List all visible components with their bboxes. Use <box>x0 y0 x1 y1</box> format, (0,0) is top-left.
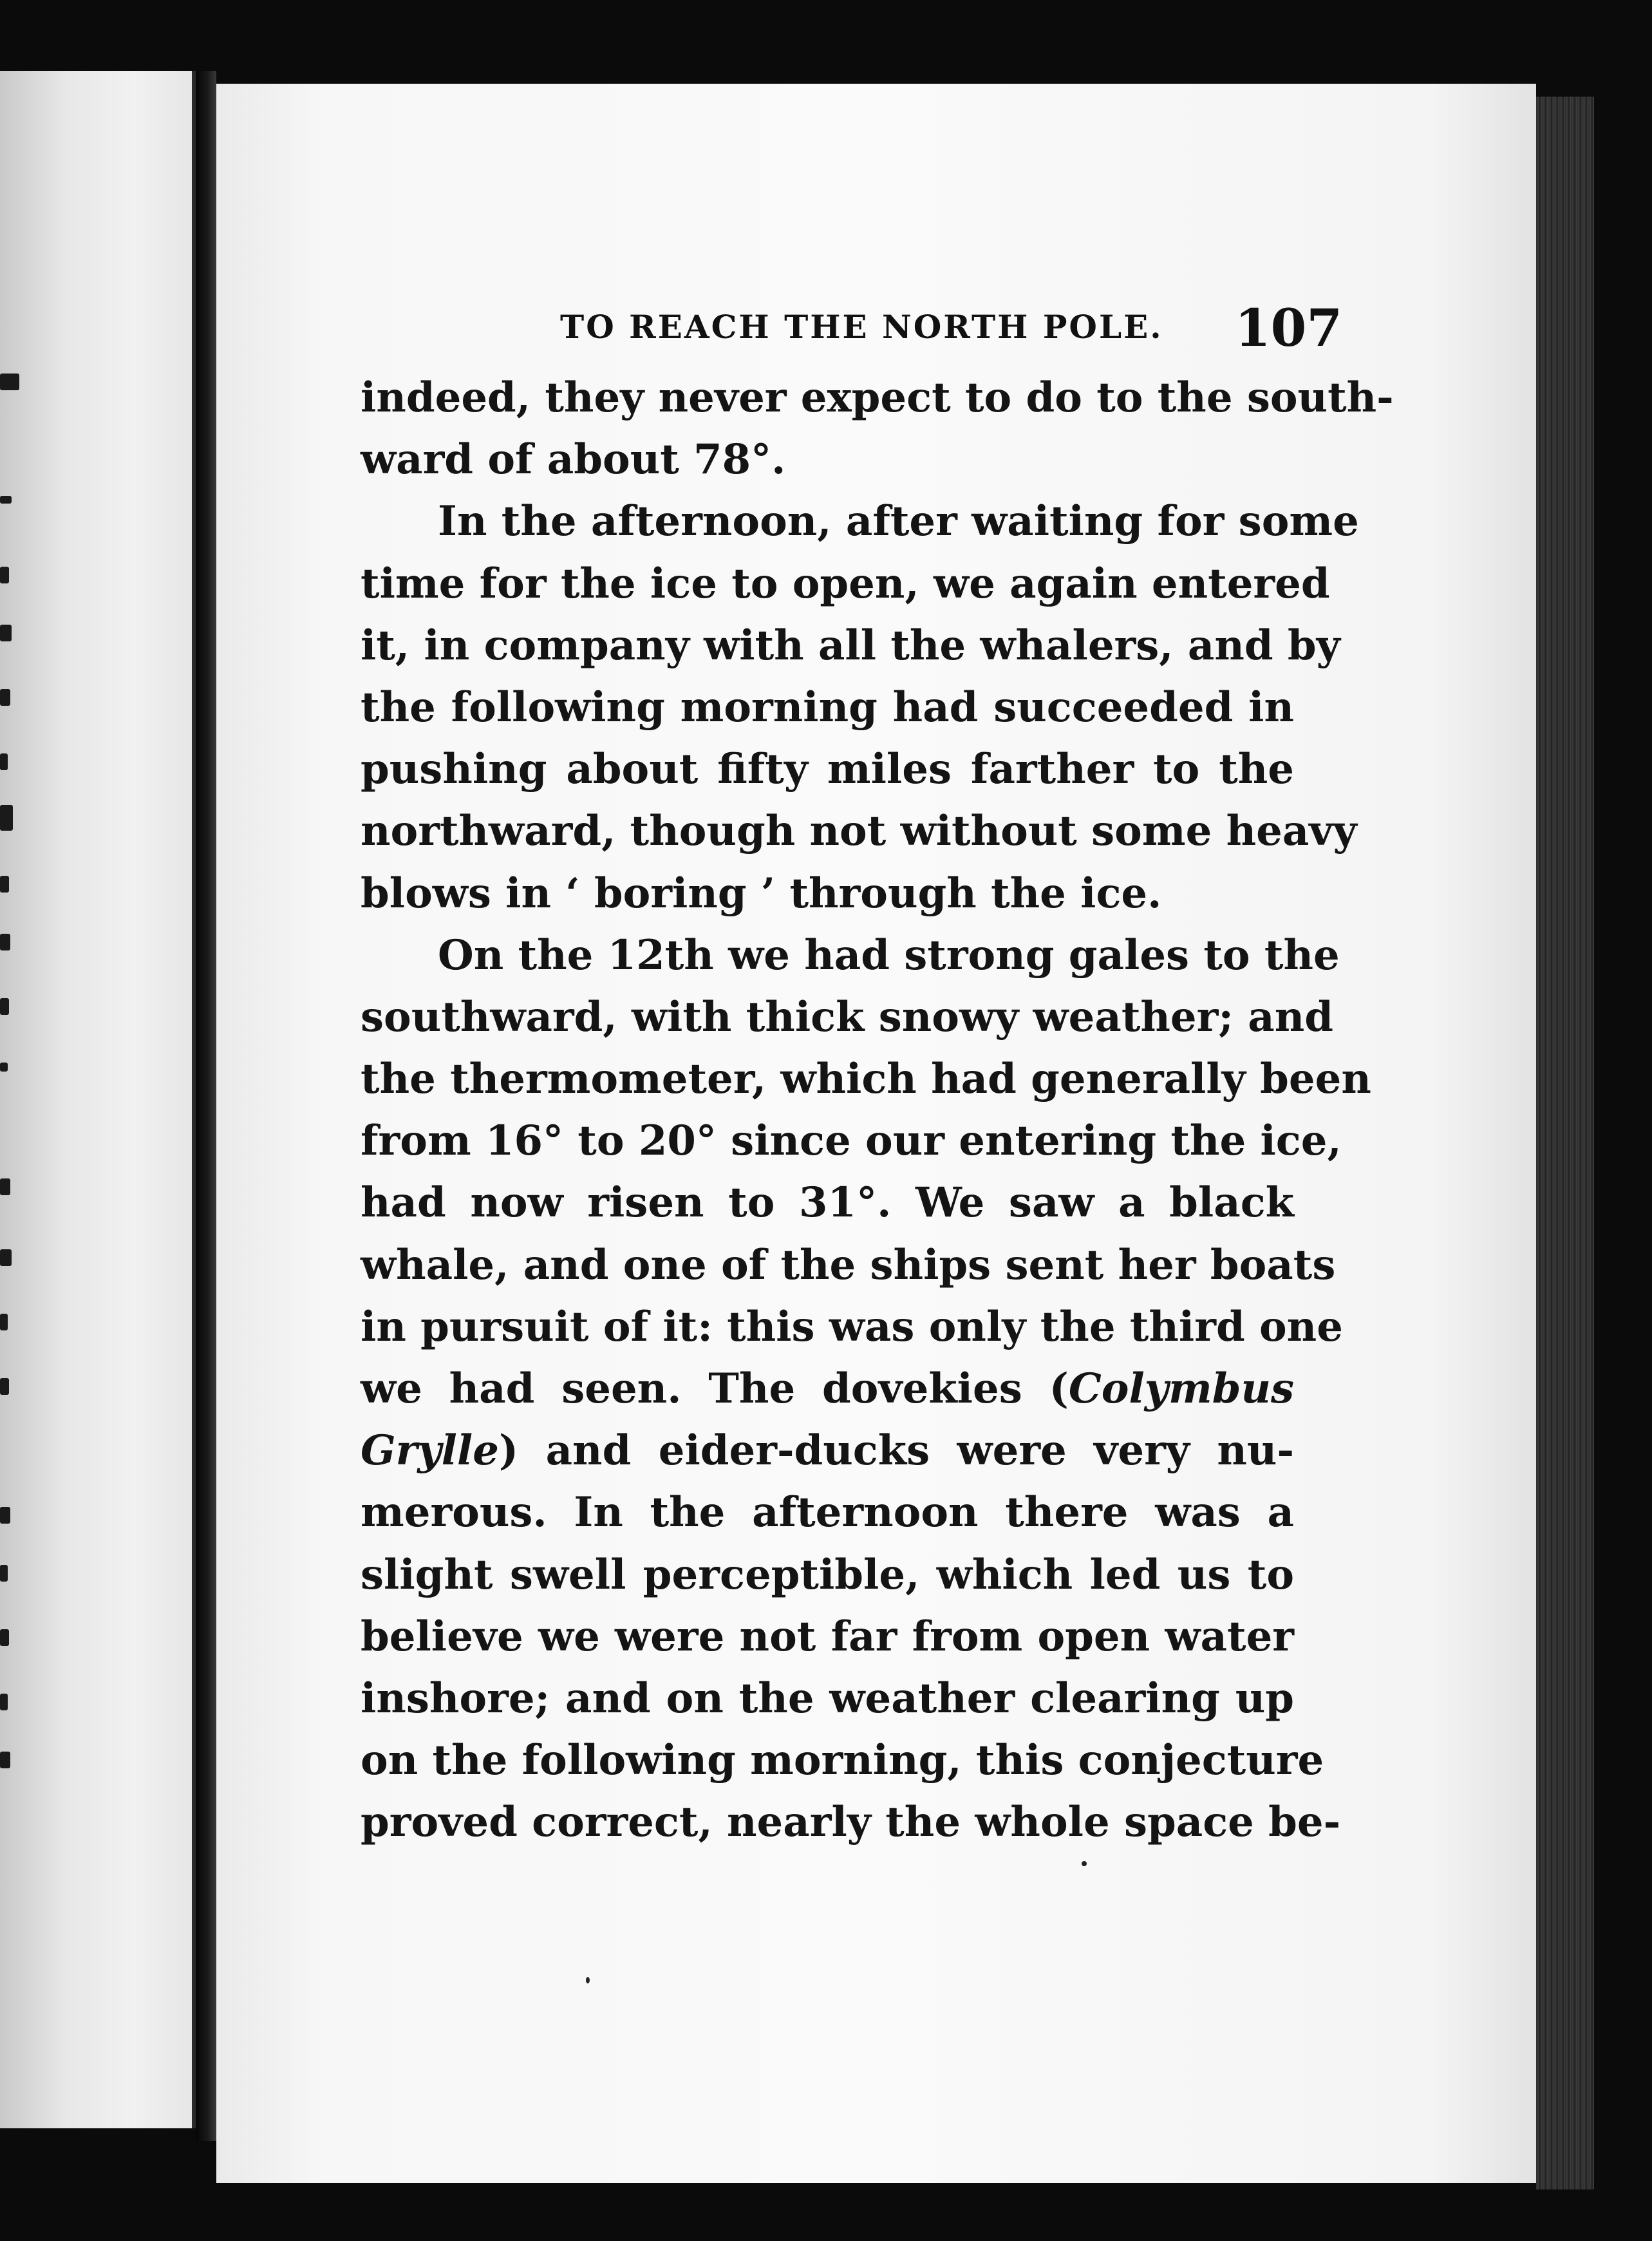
text-line <box>361 1358 1294 1420</box>
text-line: had now risen to 31°. We saw a black <box>361 1178 1294 1227</box>
text-line: inshore; and on the weather clearing up <box>361 1674 1294 1723</box>
text-line <box>361 1420 1294 1482</box>
text-line: time for the ice to open, we again entered <box>361 559 1330 608</box>
text-line: ward of about 78°. <box>361 435 786 484</box>
text-line: on the following morning, this conjecture <box>361 1736 1324 1785</box>
text-line: blows in ‘ boring ’ through the ice. <box>361 869 1162 918</box>
margin-fragment <box>0 1249 12 1266</box>
margin-fragment <box>0 876 9 893</box>
margin-fragment <box>0 1752 10 1768</box>
text-line: believe we were not far from open water <box>361 1612 1294 1661</box>
text-line: the following morning had succeeded in <box>361 683 1294 732</box>
margin-fragment <box>0 1314 8 1330</box>
ink-speck <box>1082 1861 1087 1866</box>
running-head: TO REACH THE NORTH POLE. <box>560 308 1163 346</box>
left-page-edge <box>0 71 196 2128</box>
text-line: whale, and one of the ships sent her boats <box>361 1240 1336 1289</box>
margin-fragment <box>0 625 12 641</box>
margin-fragment <box>0 1629 9 1646</box>
species-name: Grylle <box>361 1426 499 1475</box>
margin-fragment <box>0 753 8 770</box>
margin-fragment <box>0 998 9 1015</box>
margin-fragment <box>0 567 9 583</box>
margin-fragment <box>0 1378 9 1395</box>
text-line: in pursuit of it: this was only the third one <box>361 1302 1343 1351</box>
text-line: slight swell perceptible, which led us to <box>361 1550 1294 1599</box>
page-number: 107 <box>1235 298 1342 358</box>
body-text <box>361 367 1394 1854</box>
text-line: In the afternoon, after waiting for some <box>438 497 1359 546</box>
text-line: from 16° to 20° since our entering the ice, <box>361 1117 1342 1166</box>
species-name: Colymbus <box>1068 1365 1294 1413</box>
margin-fragment <box>0 805 13 831</box>
text-line: proved correct, nearly the whole space be- <box>361 1798 1341 1847</box>
margin-fragment <box>0 496 12 504</box>
text-line: northward, though not without some heavy <box>361 807 1357 856</box>
text-line: indeed, they never expect to do to the south- <box>361 374 1394 422</box>
margin-fragment <box>0 374 19 390</box>
text-line: merous. In the afternoon there was a <box>361 1488 1294 1537</box>
margin-fragment <box>0 934 10 950</box>
margin-fragment <box>0 689 10 706</box>
text-line: pushing about fifty miles farther to the <box>361 745 1294 794</box>
text-segment: ) and eider-ducks were very nu- <box>498 1426 1294 1475</box>
text-line: it, in company with all the whalers, and by <box>361 621 1340 670</box>
margin-fragment <box>0 1565 8 1582</box>
page-block-edge <box>1536 97 1594 2189</box>
text-segment: we had seen. The dovekies ( <box>361 1365 1069 1413</box>
text-line: southward, with thick snowy weather; and <box>361 992 1333 1041</box>
text-line: the thermometer, which had generally been <box>361 1055 1371 1104</box>
margin-fragment <box>0 1507 10 1524</box>
book-gutter <box>196 71 216 2141</box>
margin-fragment <box>0 1178 10 1195</box>
margin-fragment <box>0 1063 8 1072</box>
ink-speck <box>586 1977 590 1983</box>
text-line: On the 12th we had strong gales to the <box>438 931 1340 979</box>
margin-fragment <box>0 1694 8 1710</box>
